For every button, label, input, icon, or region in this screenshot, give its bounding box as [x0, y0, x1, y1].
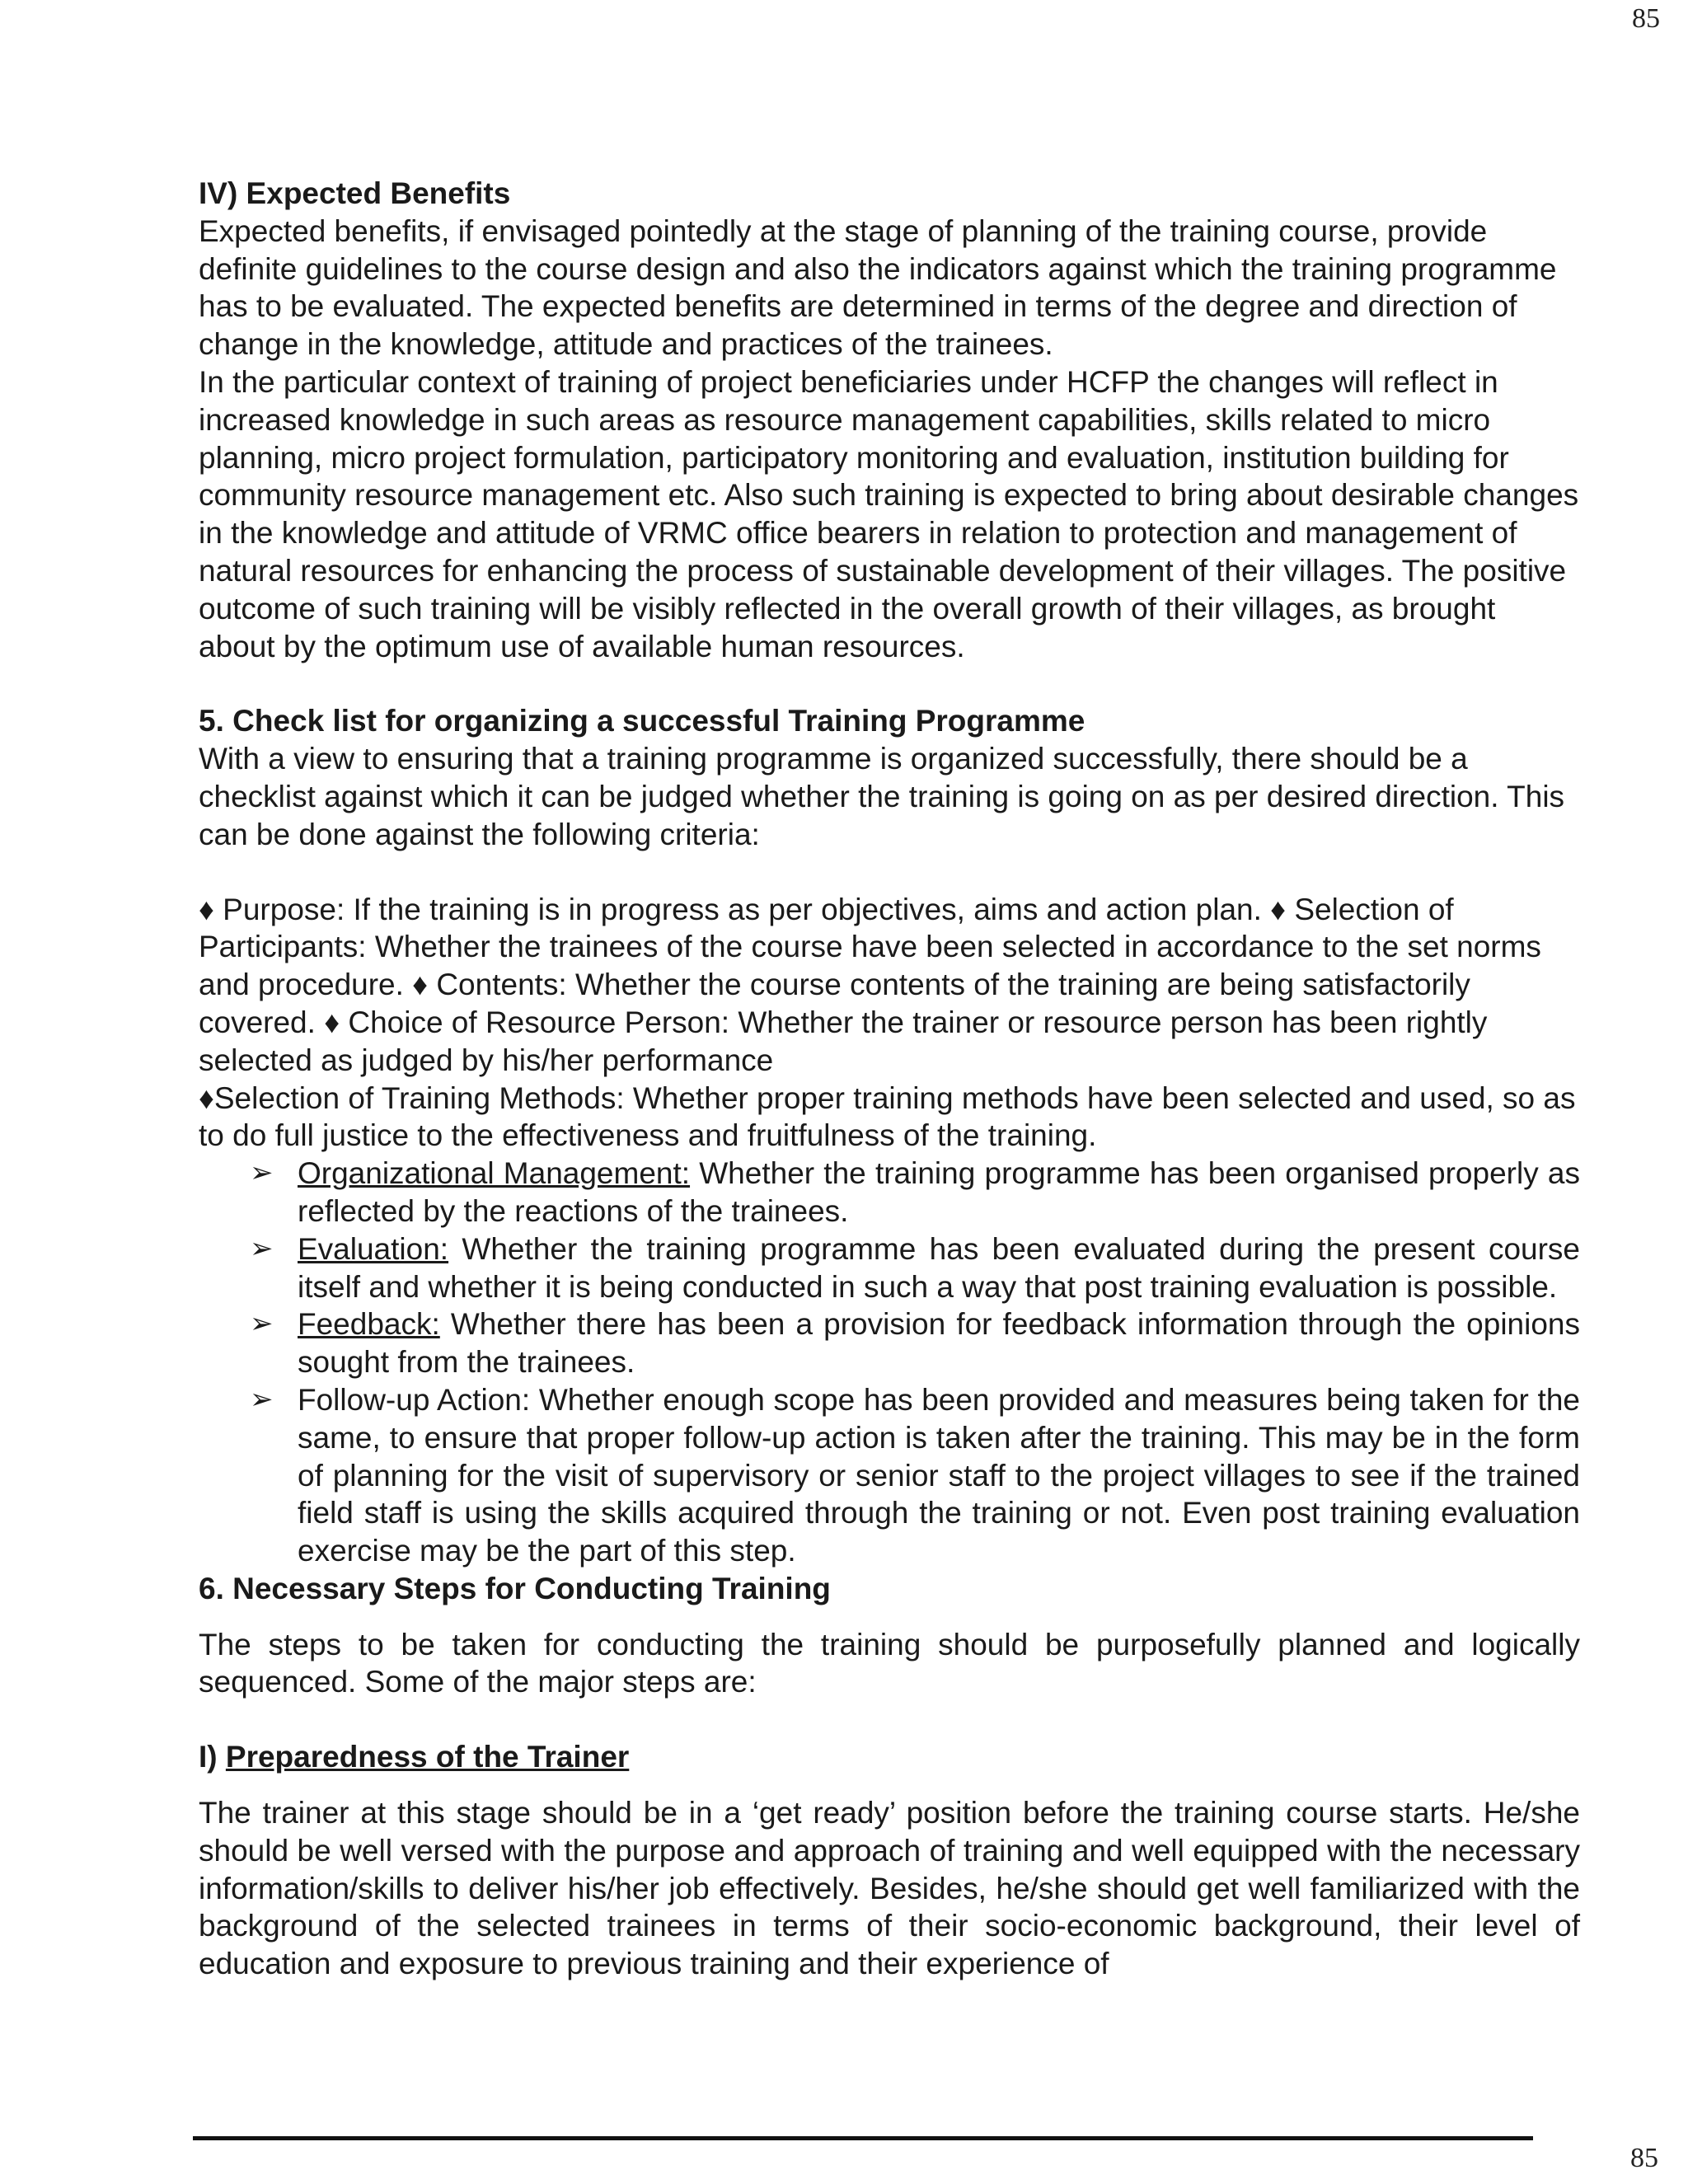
subheading-prefix: I)	[199, 1740, 226, 1774]
subheading-title: Preparedness of the Trainer	[225, 1740, 630, 1774]
checklist-item	[199, 1305, 1580, 1381]
section-6-heading: 6. Necessary Steps for Conducting Training	[199, 1571, 831, 1605]
checklist-item-label: Feedback:	[298, 1307, 440, 1342]
page-number-top: 85	[1632, 3, 1660, 34]
arrow-bullet-icon: ➢	[250, 1232, 274, 1264]
section-5-heading: 5. Check list for organizing a successful Training Programme	[199, 704, 1085, 738]
section-6-paragraph: The trainer at this stage should be in a ‘get ready’ position before the training course starts. He/she should be well versed with the purpose and approach of training and well equipped with the necessary information/skills to deliver his/her job effectively. Besides, he/she should get well familiarized with the background of the selected trainees in terms of their socio-economic background, their level of education and exposure to previous training and their experience of	[199, 1796, 1580, 1981]
section-6-subheading	[199, 1738, 1580, 1776]
page-content	[199, 175, 1580, 1983]
footer-divider	[193, 2136, 1533, 2140]
checklist-bullets	[199, 1155, 1580, 1570]
section-iv-paragraph-2: In the particular context of training of project beneficiaries under HCFP the changes will reflect in increased knowledge in such areas as resource management capabilities, skills related to micro planning, micro project formulation, participatory monitoring and evaluation, institution building for community resource management etc. Also such training is expected to bring about desirable changes in the knowledge and attitude of VRMC office bearers in relation to protection and management of natural resources for enhancing the process of sustainable development of their villages. The positive outcome of such training will be visibly reflected in the overall growth of their villages, as brought about by the optimum use of available human resources.	[199, 364, 1579, 663]
checklist-item	[199, 1381, 1580, 1570]
arrow-bullet-icon: ➢	[250, 1383, 274, 1415]
arrow-bullet-icon: ➢	[250, 1308, 274, 1340]
page-number-bottom: 85	[1630, 2143, 1658, 2173]
checklist-item-label: Organizational Management:	[298, 1156, 691, 1191]
checklist-item-label: Follow-up Action:	[298, 1382, 531, 1417]
arrow-bullet-icon: ➢	[250, 1157, 274, 1189]
section-5-criteria-2: ♦Selection of Training Methods: Whether proper training methods have been selected and used, so as to do full justice to the effectiveness and fruitfulness of the training.	[199, 1080, 1576, 1153]
section-iv-paragraph-1: Expected benefits, if envisaged pointedly at the stage of planning of the training course, provide definite guidelines to the course design and also the indicators against which the training programme has to be evaluated. The expected benefits are determined in terms of the degree and direction of change in the knowledge, attitude and practices of the trainees.	[199, 213, 1557, 362]
checklist-item-text: Whether the training programme has been organised properly as reflected by the reactions of the trainees.	[298, 1156, 1580, 1228]
section-5-criteria: ♦ Purpose: If the training is in progress as per objectives, aims and action plan. ♦ Selection of Participants: Whether the trainees of the course have been selected in accordance to the set norms and procedure. ♦ Contents: Whether the course contents of the training are being satisfactorily covered. ♦ Choice of Resource Person: Whether the trainer or resource person has been rightly selected as judged by his/her performance	[199, 892, 1541, 1077]
checklist-item-text: Whether there has been a provision for feedback information through the opinions sought from the trainees.	[298, 1307, 1580, 1380]
checklist-item	[199, 1230, 1580, 1306]
checklist-item	[199, 1155, 1580, 1230]
section-iv-heading: IV) Expected Benefits	[199, 176, 511, 210]
section-6-intro: The steps to be taken for conducting the training should be purposefully planned and logically sequenced. Some of the major steps are:	[199, 1627, 1580, 1699]
section-5-intro: With a view to ensuring that a training programme is organized successfully, there should be a checklist against which it can be judged whether the training is going on as per desired direction. This can be done against the following criteria:	[199, 742, 1565, 851]
checklist-item-text: Whether enough scope has been provided and measures being taken for the same, to ensure that proper follow-up action is taken after the training. This may be in the form of planning for the visit of supervisory or senior staff to the project villages to see if the trained field staff is using the skills acquired through the training or not. Even post training evaluation exercise may be the part of this step.	[298, 1382, 1580, 1568]
checklist-item-label: Evaluation:	[298, 1231, 449, 1266]
checklist-item-text: Whether the training programme has been evaluated during the present course itself and whether it is being conducted in such a way that post training evaluation is possible.	[298, 1231, 1580, 1304]
